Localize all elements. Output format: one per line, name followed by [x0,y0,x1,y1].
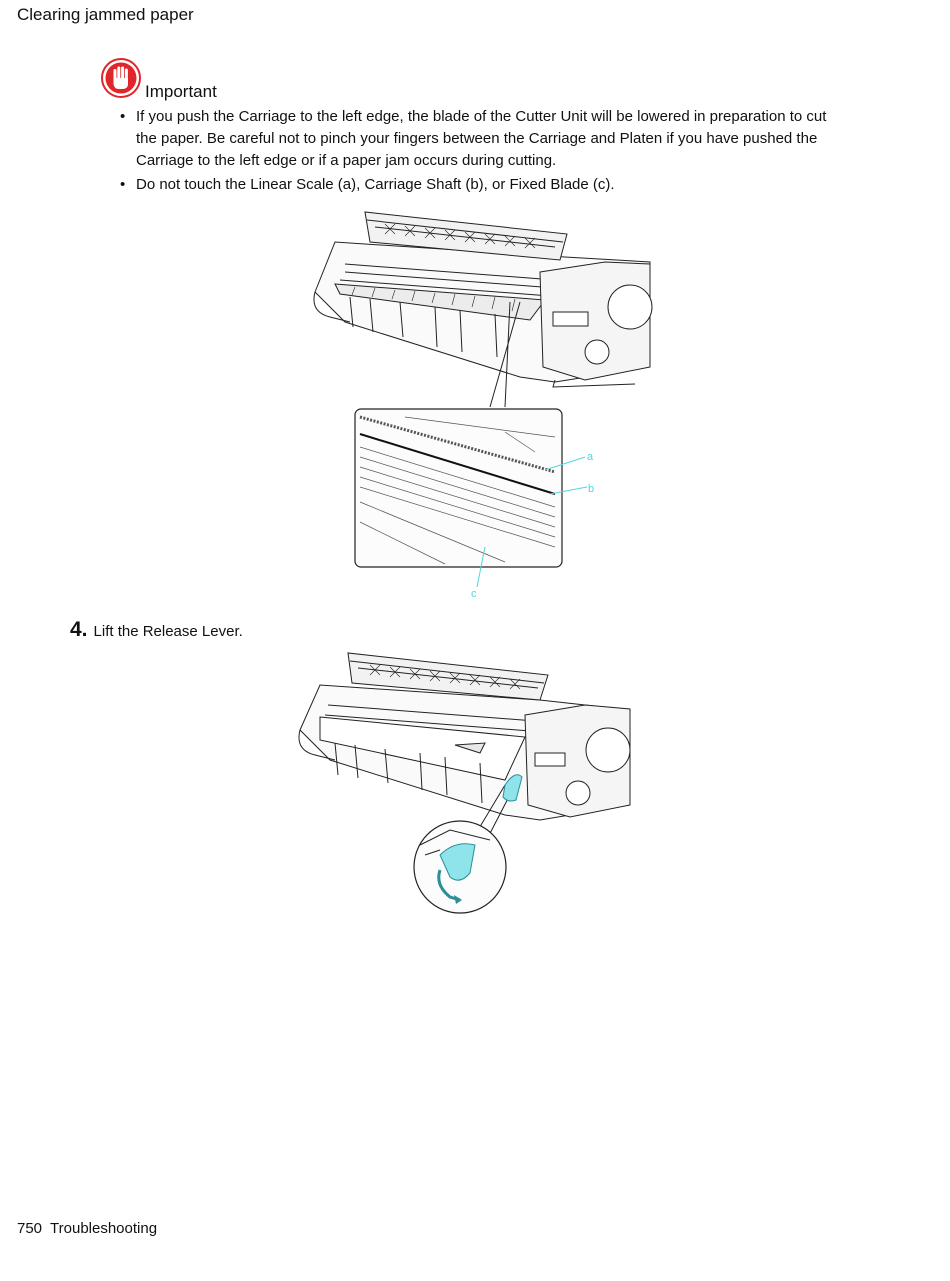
important-bullet-1: • If you push the Carriage to the left edge, the blade of the Cutter Unit will be lowered in preparation to cut the paper. Be careful not to pinch your fingers between the Carriage and Platen if you have pushed the Carriage to the left edge or if a paper jam occurs during cutting. [120,106,840,172]
important-bullet-list [120,106,840,198]
step-text: Lift the Release Lever. [93,623,243,640]
label-a: a [587,451,594,463]
important-label: Important [145,82,217,101]
footer-section: Troubleshooting [50,1220,158,1237]
release-lever-illustration [290,645,640,920]
printer-carriage-illustration [305,202,660,602]
important-bullet-2: • Do not touch the Linear Scale (a), Carriage Shaft (b), or Fixed Blade (c). [120,174,840,196]
step-number: 4. [70,618,88,641]
stop-hand-icon [101,58,141,98]
page-footer [17,1220,157,1237]
step-4 [70,618,243,642]
page-header-title: Clearing jammed paper [17,5,194,24]
page-number: 750 [17,1220,43,1237]
label-b: b [588,483,595,495]
label-c: c [471,588,477,600]
